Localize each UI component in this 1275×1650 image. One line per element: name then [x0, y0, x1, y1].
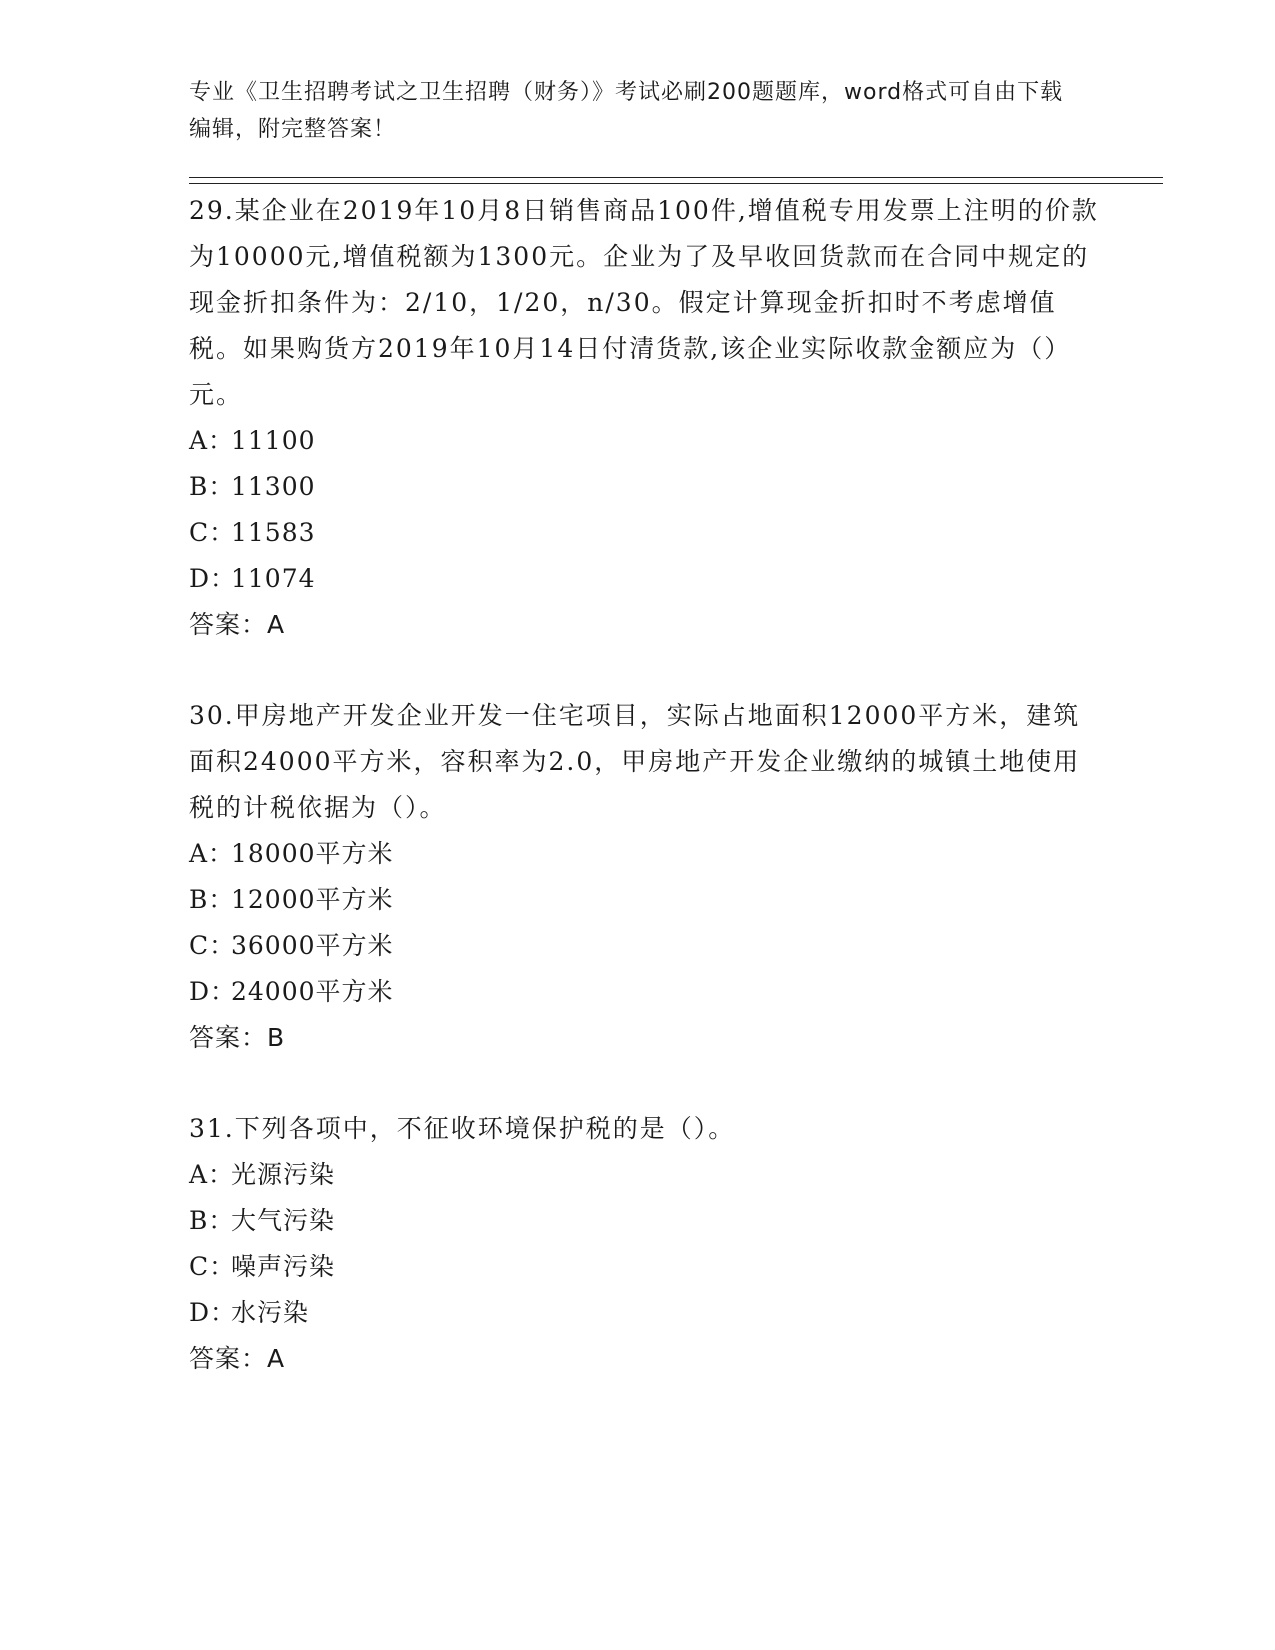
- option-key: B：: [189, 885, 235, 914]
- question-spacer: [189, 1061, 1099, 1106]
- question-text: 30.甲房地产开发企业开发一住宅项目，实际占地面积12000平方米，建筑面积24000平方米，容积率为2.0，甲房地产开发企业缴纳的城镇土地使用税的计税依据为（）。: [189, 701, 1081, 822]
- option-d: [189, 1290, 1099, 1336]
- option-value: 大气污染: [231, 1206, 336, 1235]
- question-29: [189, 188, 1099, 648]
- option-value: 12000平方米: [231, 885, 394, 914]
- option-b: [189, 1198, 1099, 1244]
- option-key: A：: [189, 839, 235, 868]
- option-value: 11300: [231, 472, 316, 501]
- header-rule-bottom: [189, 183, 1163, 184]
- question-text: 29.某企业在2019年10月8日销售商品100件,增值税专用发票上注明的价款为10000元,增值税额为1300元。企业为了及早收回货款而在合同中规定的现金折扣条件为：2/10，1/20，n/30。假定计算现金折扣时不考虑增值税。如果购货方2019年10月14日付清货款,该企业实际收款金额应为（）元。: [189, 196, 1099, 409]
- option-key: A：: [189, 426, 235, 455]
- option-value: 24000平方米: [231, 977, 394, 1006]
- option-key: D：: [189, 1298, 237, 1327]
- option-value: 光源污染: [231, 1160, 336, 1189]
- option-c: [189, 1244, 1099, 1290]
- option-value: 水污染: [231, 1298, 310, 1327]
- answer-line: 答案：A: [189, 1344, 286, 1373]
- question-text: 31.下列各项中，不征收环境保护税的是（）。: [189, 1114, 736, 1143]
- option-b: [189, 464, 1099, 510]
- option-value: 18000平方米: [231, 839, 394, 868]
- option-d: [189, 556, 1099, 602]
- option-key: C：: [189, 931, 236, 960]
- option-d: [189, 969, 1099, 1015]
- answer-line: 答案：A: [189, 610, 286, 639]
- option-value: 11074: [231, 564, 316, 593]
- option-key: C：: [189, 1252, 236, 1281]
- question-spacer: [189, 648, 1099, 693]
- header-rule-top: [189, 177, 1163, 178]
- option-a: [189, 1152, 1099, 1198]
- option-a: [189, 418, 1099, 464]
- option-key: B：: [189, 1206, 235, 1235]
- option-a: [189, 831, 1099, 877]
- document-header: 专业《卫生招聘考试之卫生招聘（财务）》考试必刷200题题库，word格式可自由下载编辑，附完整答案！: [189, 80, 1064, 142]
- option-key: A：: [189, 1160, 235, 1189]
- answer-line: 答案：B: [189, 1023, 286, 1052]
- option-c: [189, 510, 1099, 556]
- option-value: 11100: [231, 426, 316, 455]
- option-value: 11583: [231, 518, 316, 547]
- option-value: 36000平方米: [231, 931, 394, 960]
- option-key: D：: [189, 977, 237, 1006]
- option-value: 噪声污染: [231, 1252, 336, 1281]
- option-key: D：: [189, 564, 237, 593]
- option-key: C：: [189, 518, 236, 547]
- option-key: B：: [189, 472, 235, 501]
- question-30: [189, 693, 1099, 1061]
- option-b: [189, 877, 1099, 923]
- question-list: [189, 188, 1099, 1382]
- option-c: [189, 923, 1099, 969]
- question-31: [189, 1106, 1099, 1382]
